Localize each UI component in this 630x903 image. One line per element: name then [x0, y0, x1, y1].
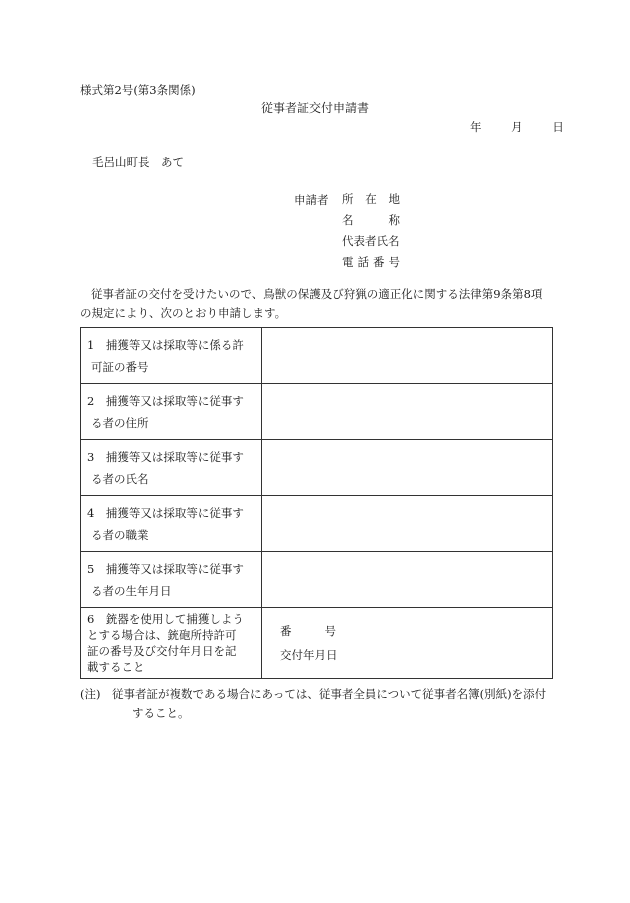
application-table: [80, 327, 553, 679]
table-row: [81, 440, 553, 496]
addressee: 毛呂山町長 あて: [92, 155, 184, 169]
item-label-line: る者の住所: [91, 415, 149, 430]
item-label-line: る者の生年月日: [91, 583, 172, 598]
char: 所: [342, 192, 354, 206]
item-label: [81, 384, 262, 440]
item-label-line: 証の番号及び交付年月日を記: [87, 644, 237, 658]
table-row: [81, 328, 553, 384]
footnote-line: [80, 685, 546, 704]
date-year-label: 年: [470, 120, 482, 134]
applicant-label: 申請者: [294, 193, 329, 207]
char: 番: [373, 255, 385, 269]
char: 号: [324, 624, 336, 638]
footnote: [80, 685, 546, 723]
footnote-text: 従事者証が複数である場合にあっては、従事者全員について従事者名簿(別紙)を添付: [112, 687, 547, 701]
item-label-line: 1 捕獲等又は採取等に係る許: [87, 337, 244, 352]
item-label-line: とする場合は、銃砲所持許可: [87, 628, 237, 642]
document-title: 従事者証交付申請書: [260, 101, 369, 115]
item-label-line: 2 捕獲等又は採取等に従事す: [87, 393, 244, 408]
applicant-name-label: [342, 213, 400, 234]
permit-number-field[interactable]: [262, 328, 553, 384]
applicant-address-label: [342, 192, 400, 213]
firearm-issue-date-label: 交付年月日: [280, 648, 338, 662]
item-label: [81, 552, 262, 608]
item-label: [81, 328, 262, 384]
item-label-line: 載すること: [87, 660, 145, 674]
item-label-line: る者の職業: [91, 527, 149, 542]
firearm-number-label: [280, 619, 552, 643]
table-row: [81, 496, 553, 552]
item-label-line: 5 捕獲等又は採取等に従事す: [87, 561, 244, 576]
footnote-text: すること。: [132, 706, 190, 720]
form-number: 様式第2号(第3条関係): [80, 83, 196, 97]
item-label-line: 6 銃器を使用して捕獲しよう: [87, 612, 244, 626]
table-row: [81, 608, 553, 679]
item-label: [81, 608, 262, 679]
char: 電: [342, 255, 354, 269]
table-row: [81, 552, 553, 608]
table-row: [81, 384, 553, 440]
item-label: [81, 496, 262, 552]
item-label-line: る者の氏名: [91, 471, 149, 486]
char: 名: [342, 213, 354, 227]
char: 号: [388, 255, 400, 269]
firearm-permit-field[interactable]: [262, 608, 553, 679]
worker-name-field[interactable]: [262, 440, 553, 496]
applicant-fields: [342, 192, 400, 276]
worker-address-field[interactable]: [262, 384, 553, 440]
item-label-line: 4 捕獲等又は採取等に従事す: [87, 505, 244, 520]
applicant-representative-label: 代表者氏名: [342, 234, 400, 248]
char: 在: [365, 192, 377, 206]
char: 地: [388, 192, 400, 206]
applicant-phone-label: [342, 255, 400, 276]
char: 話: [357, 255, 369, 269]
item-label-line: 3 捕獲等又は採取等に従事す: [87, 449, 244, 464]
date-day-label: 日: [552, 120, 564, 134]
worker-birthdate-field[interactable]: [262, 552, 553, 608]
date-line: [470, 119, 564, 135]
intro-paragraph: 従事者証の交付を受けたいので、鳥獣の保護及び狩猟の適正化に関する法律第9条第8項の規定により、次のとおり申請します。: [80, 287, 543, 320]
item-label-line: 可証の番号: [91, 359, 149, 374]
item-label: [81, 440, 262, 496]
char: 称: [388, 213, 400, 227]
footnote-line: [80, 704, 546, 723]
date-month-label: 月: [511, 120, 523, 134]
worker-occupation-field[interactable]: [262, 496, 553, 552]
char: 番: [280, 624, 292, 638]
footnote-tag: (注): [80, 687, 101, 701]
